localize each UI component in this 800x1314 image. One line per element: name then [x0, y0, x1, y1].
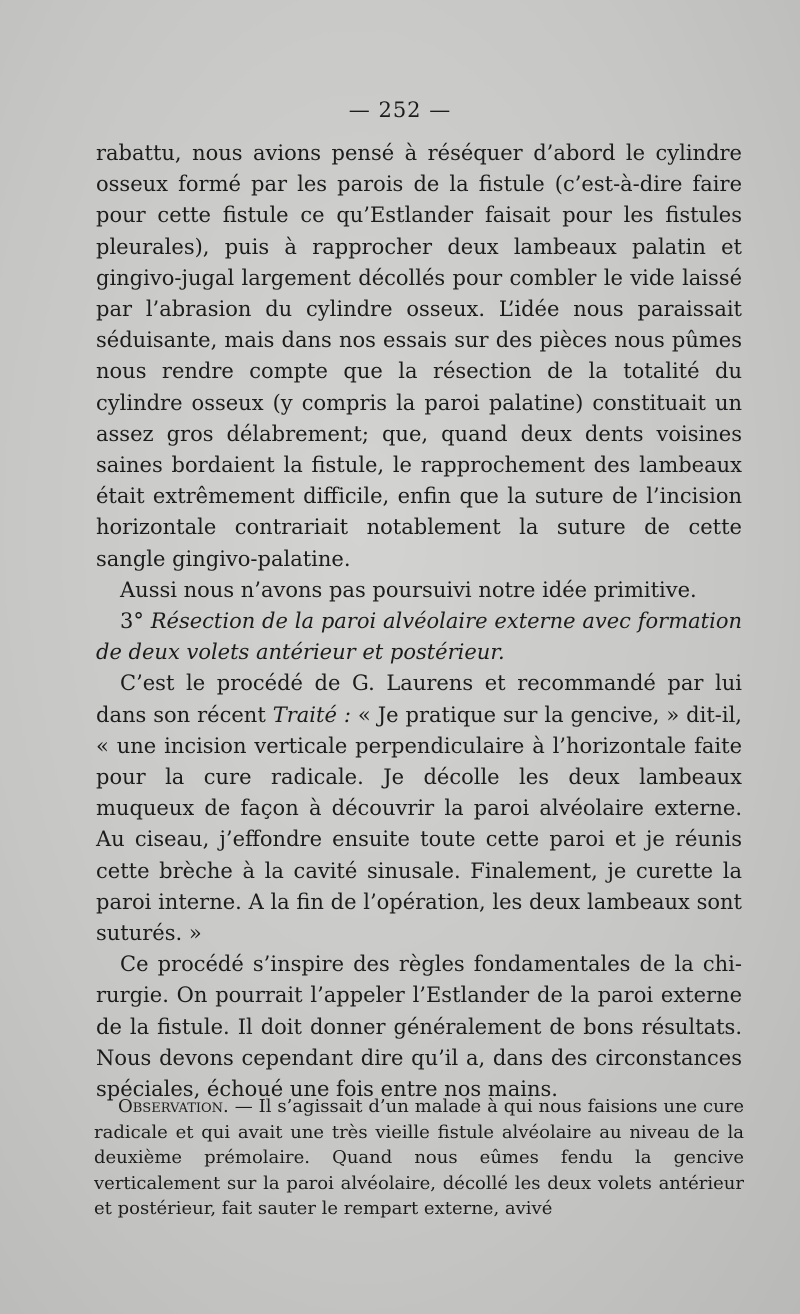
observation-label: Observation. — [118, 1096, 229, 1117]
paragraph: Ce procédé s’inspire des règles fondamentales de la chirurgie. On pourrait l’appeler l’Estlander de la paroi externe de la fistule. Il doit donner généralement de bons résultats. Nous devons cependant dire qu’il a, dans des circonstances spéciales, échoué une fois entre nos mains. — [96, 952, 742, 1102]
paragraph — [96, 668, 742, 949]
paragraph: Aussi nous n’avons pas poursuivi notre idée primitive. — [120, 577, 697, 602]
paragraph: rabattu, nous avions pensé à réséquer d’abord le cylindre osseux formé par les parois de la fistule (c’est-à-dire faire pour cette fistule ce qu’Estlander faisait pour les fistules pleurales), puis à rapprocher deux lambeaux palatin et gingivo-jugal largement décollés pour combler le vide laissé par l’abrasion du cylindre osseux. L’idée nous paraissait séduisante, mais dans nos essais sur des pièces nous pûmes nous rendre compte que la résection de la totalité du cylindre osseux (y compris la paroi palatine) constituait un assez gros délabrement; que, quand deux dents voisines saines bordaient la fistule, le rapprochement des lambeaux était extrêmement difficile, enfin que la suture de l’incision horizontale contrariait notablement la suture de cette sangle gingivo-palatine. — [96, 141, 742, 571]
page-number: — 252 — — [348, 98, 452, 122]
text-span: « Je pratique sur la gencive, » dit-il, « une incision verticale perpendiculaire à l’horizontale faite pour la cure radicale. Je décolle les deux lambeaux muqueux de façon à découvrir la paroi alvéolaire externe. Au ciseau, j’effondre ensuite toute cette paroi et je réunis cette brèche à la cavité sinusale. Finalement, je curette la paroi interne. A la fin de l’opération, les deux lambeaux sont suturés. » — [96, 702, 742, 946]
italic-title: Traité : — [272, 702, 351, 727]
observation-note — [94, 1094, 744, 1222]
observation-text: — Il s’agissait d’un malade à qui nous faisions une cure radicale et qui avait une très vieille fistule alvéolaire au niveau de la deuxième prémolaire. Quand nous eûmes fendu la gencive verticalement sur la paroi alvéolaire, décollé les deux volets antérieur et postérieur, fait sauter le rempart externe, avivé — [94, 1096, 744, 1220]
paragraph — [94, 1094, 744, 1222]
section-heading — [96, 606, 742, 668]
section-number: 3° — [120, 609, 144, 634]
main-text — [96, 138, 742, 1105]
section-title: Résection de la paroi alvéolaire externe avec formation de deux volets antérieur et postérieur. — [96, 609, 742, 665]
text-span: C’est le procédé de G. Laurens et recommandé par lui dans son récent — [96, 671, 742, 727]
